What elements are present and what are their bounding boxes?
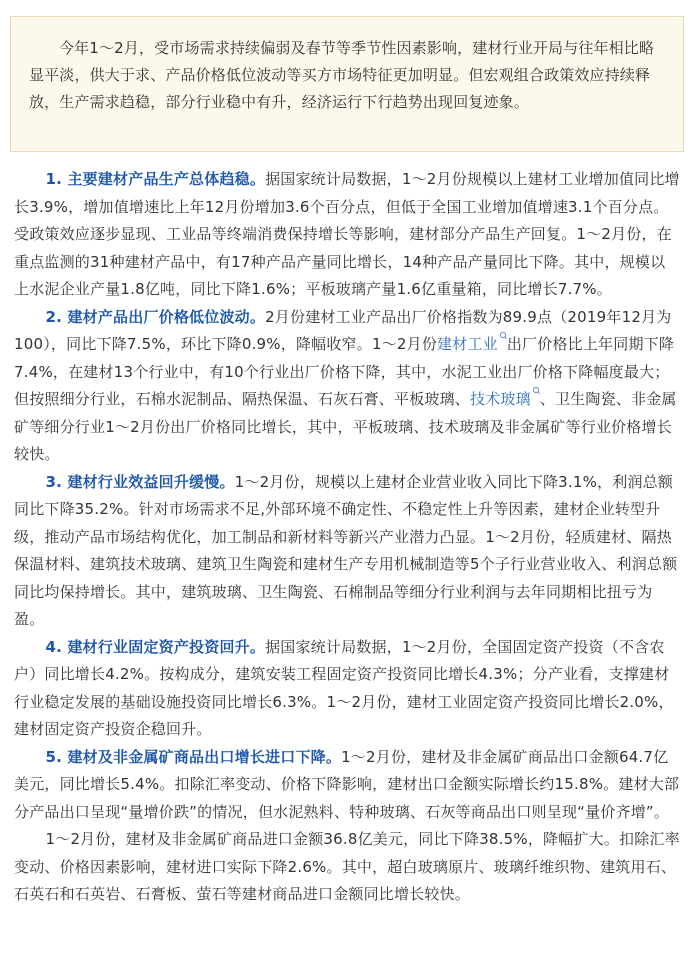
section-3-heading: 3. 建材行业效益回升缓慢。: [45, 472, 235, 491]
keyword-link-building-materials-industry[interactable]: 建材工业: [437, 335, 498, 353]
closing-paragraph: 1～2月份，建材及非金属矿商品进口金额36.8亿美元，同比下降38.5%，降幅扩大。扣除汇率变动、价格因素影响，建材进口实际下降2.6%。其中，超白玻璃原片、玻璃纤维织物、建筑用石、石英石和石英岩、石膏板、萤石等建材商品进口金额同比增长较快。: [14, 830, 680, 903]
section-5-text: 1～2月份，建材及非金属矿商品出口金额64.7亿美元，同比增长5.4%。扣除汇率变动、价格下降影响，建材出口金额实际增长约15.8%。建材大部分产品出口呈现“量增价跌”的情况，但水泥熟料、特种玻璃、石灰等商品出口则呈现“量价齐增”。: [14, 747, 680, 821]
section-2-heading: 2. 建材产品出厂价格低位波动。: [45, 307, 266, 326]
section-4: [14, 634, 680, 744]
section-1-text: 据国家统计局数据，1～2月份规模以上建材工业增加值同比增长3.9%，增加值增速比上年12月份增加3.6个百分点，但低于全国工业增加值增速3.1个百分点。受政策效应逐步显现、工业品等终端消费保持增长等影响，建材部分产品生产回复。1～2月份，在重点监测的31种建材产品中，有17种产品产量同比增长，14种产品产量同比下降。其中，规模以上水泥企业产量1.8亿吨，同比下降1.6%；平板玻璃产量1.6亿重量箱，同比增长7.7%。: [14, 170, 680, 298]
section-1: [14, 166, 680, 304]
section-2-text-a: 2月份建材工业产品出厂价格指数为89.9点（2019年12月为100），同比下降7.5%，环比下降0.9%，降幅收窄。1～2月份: [14, 307, 672, 353]
keyword-link-technical-glass[interactable]: 技术玻璃: [470, 390, 531, 408]
section-4-heading: 4. 建材行业固定资产投资回升。: [45, 637, 266, 656]
search-icon[interactable]: [499, 331, 507, 343]
section-5: [14, 744, 680, 827]
section-2-text-c: 、卫生陶瓷、非金属矿等细分行业1～2月份出厂价格同比增长，其中，平板玻璃、技术玻璃及非金属矿等行业价格增长较快。: [14, 390, 677, 463]
section-4-text: 据国家统计局数据，1～2月份，全国固定资产投资（不含农户）同比增长4.2%。按构成分，建筑安装工程固定资产投资同比增长4.3%；分产业看，支撑建材行业稳定发展的基础设施投资同比增长6.3%。1～2月份，建材工业固定资产投资同比增长2.0%，建材固定资产投资企稳回升。: [14, 637, 674, 738]
section-5-heading: 5. 建材及非金属矿商品出口增长进口下降。: [45, 747, 342, 766]
article-body: [14, 166, 680, 909]
section-2-text-b: 出厂价格比上年同期下降7.4%，在建材13个行业中，有10个行业出厂价格下降，其中，水泥工业出厂价格下降幅度最大；但按照细分行业，石棉水泥制品、隔热保温、石灰石膏、平板玻璃、: [14, 335, 675, 408]
section-3: [14, 469, 680, 634]
section-2: [14, 304, 680, 469]
summary-box: [10, 16, 684, 152]
section-3-text: 1～2月份，规模以上建材企业营业收入同比下降3.1%，利润总额同比下降35.2%。针对市场需求不足,外部环境不确定性、不稳定性上升等因素，建材企业转型升级，推动产品市场结构优化，加工制品和新材料等新兴产业潜力凸显。1～2月份，轻质建材、隔热保温材料、建筑技术玻璃、建筑卫生陶瓷和建材生产专用机械制造等5个子行业营业收入、利润总额同比均保持增长。其中，建筑玻璃、卫生陶瓷、石棉制品等细分行业利润与去年同期相比扭亏为盈。: [14, 472, 678, 628]
search-icon[interactable]: [532, 386, 540, 398]
section-1-heading: 1. 主要建材产品生产总体趋稳。: [45, 170, 266, 188]
summary-text: 今年1～2月，受市场需求持续偏弱及春节等季节性因素影响，建材行业开局与往年相比略显平淡，供大于求、产品价格低位波动等买方市场特征更加明显。但宏观组合政策效应持续释放，生产需求趋稳，部分行业稳中有升，经济运行下行趋势出现回复迹象。: [29, 39, 655, 111]
